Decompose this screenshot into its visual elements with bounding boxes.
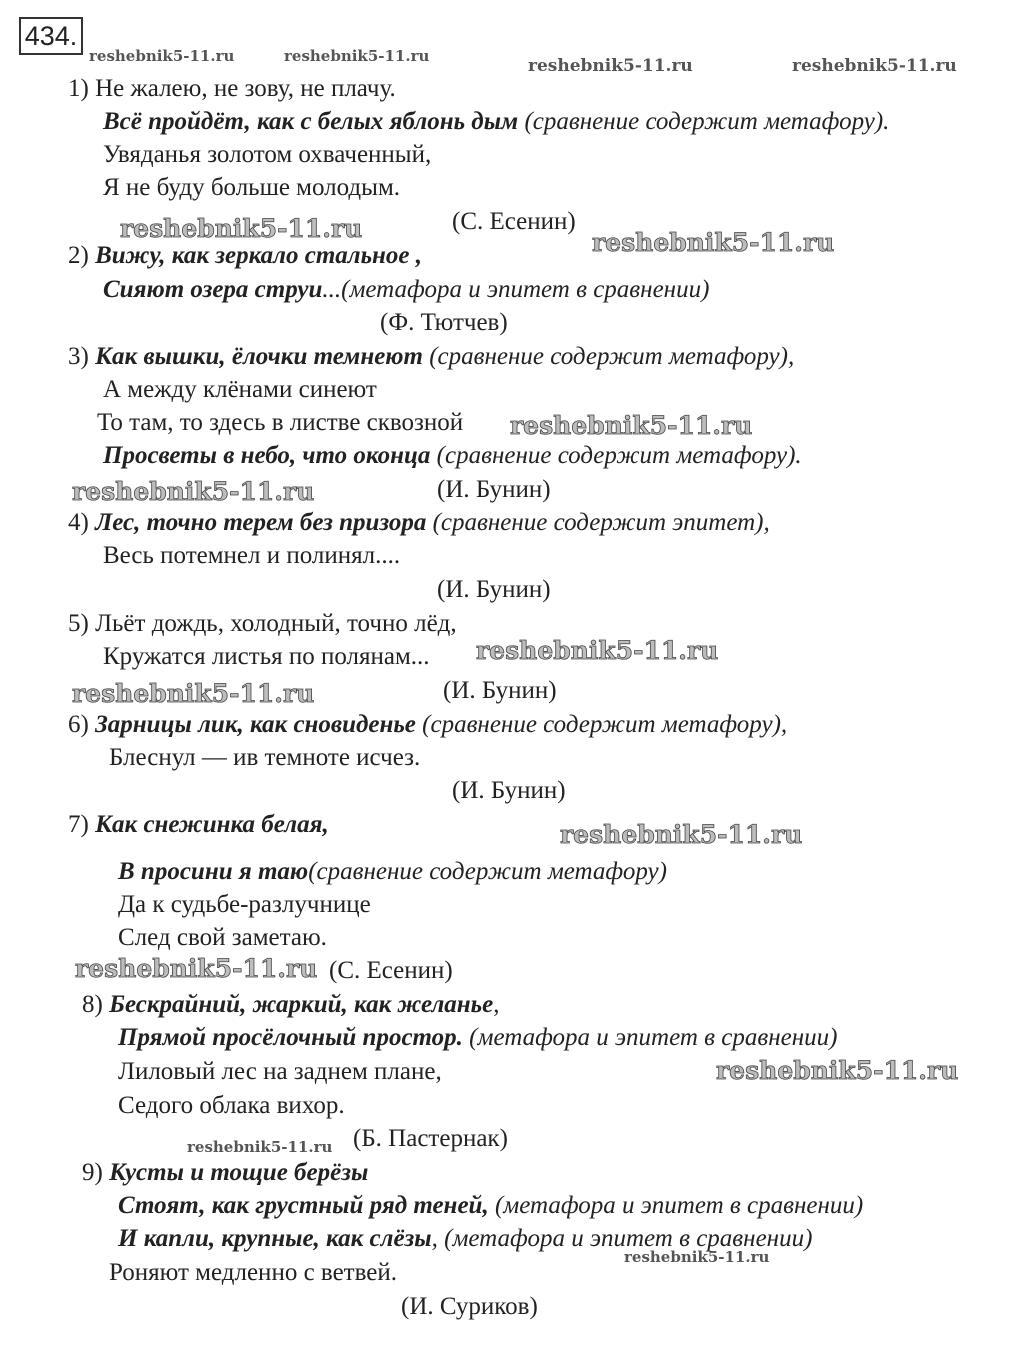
verse-line: Не жалею, не зову, не плачу. (95, 75, 396, 102)
metaphor-text: Зарницы лик, как сновиденье (95, 711, 416, 738)
poem-5-line-2: Кружатся листья по полянам... (103, 643, 430, 670)
poem-3-line-1 (68, 342, 794, 372)
annotation: (сравнение содержит эпитет), (426, 509, 770, 536)
poem-3-line-2: А между клёнами синеют (103, 376, 377, 403)
watermark: reshebnik5-11.ru (72, 477, 315, 506)
watermark: reshebnik5-11.ru (187, 1138, 333, 1156)
watermark: reshebnik5-11.ru (510, 411, 753, 440)
watermark: reshebnik5-11.ru (792, 56, 957, 76)
metaphor-text: В просини я таю (118, 858, 309, 885)
metaphor-text: Кусты и тощие берёзы (109, 1159, 369, 1186)
poem-number: 2) (68, 242, 89, 269)
exercise-number: 434. (19, 17, 83, 55)
poem-2-line-1 (68, 241, 422, 271)
metaphor-text: Лес, точно терем без призора (95, 509, 427, 536)
watermark: reshebnik5-11.ru (120, 214, 363, 243)
annotation: (сравнение содержит метафору). (430, 442, 802, 469)
metaphor-text: Прямой просёлочный простор. (118, 1024, 463, 1051)
watermark: reshebnik5-11.ru (624, 1248, 770, 1266)
poem-3-author: (И. Бунин) (437, 476, 551, 503)
poem-8-author: (Б. Пастернак) (353, 1125, 508, 1152)
poem-4-line-1 (68, 508, 770, 538)
annotation: (метафора и эпитет в сравнении) (462, 1024, 838, 1051)
poem-number: 3) (68, 343, 89, 370)
watermark: reshebnik5-11.ru (528, 56, 693, 76)
poem-4-author: (И. Бунин) (437, 576, 551, 603)
metaphor-text: Всё пройдёт, как с белых яблонь дым (103, 108, 519, 135)
annotation: (сравнение содержит метафору). (518, 108, 890, 135)
annotation: (сравнение содержит метафору), (422, 343, 795, 370)
poem-7-line-2 (118, 857, 667, 887)
poem-7-author: (С. Есенин) (329, 957, 453, 984)
verse-line: Льёт дождь, холодный, точно лёд, (95, 610, 457, 637)
poem-3-line-3: То там, то здесь в листве сквозной (97, 409, 464, 436)
watermark: reshebnik5-11.ru (592, 228, 835, 257)
metaphor-text: Просветы в небо, что оконца (103, 442, 431, 469)
watermark: reshebnik5-11.ru (284, 47, 430, 65)
metaphor-text: Бескрайний, жаркий, как желанье (109, 991, 494, 1018)
poem-2-line-2 (103, 275, 709, 305)
poem-6-author: (И. Бунин) (452, 777, 566, 804)
poem-9-line-4: Роняют медленно с ветвей. (109, 1259, 397, 1286)
watermark: reshebnik5-11.ru (476, 636, 719, 665)
poem-8-line-4: Седого облака вихор. (118, 1092, 345, 1119)
annotation: (сравнение содержит метафору), (415, 711, 788, 738)
poem-8-line-1 (82, 990, 499, 1020)
poem-3-line-4 (103, 441, 802, 471)
poem-number: 1) (68, 75, 89, 102)
poem-number: 4) (68, 509, 89, 536)
poem-number: 8) (82, 991, 103, 1018)
watermark: reshebnik5-11.ru (89, 47, 235, 65)
poem-5-author: (И. Бунин) (443, 677, 557, 704)
poem-number: 7) (68, 811, 89, 838)
watermark: reshebnik5-11.ru (72, 679, 315, 708)
poem-4-line-2: Весь потемнел и полинял.... (103, 542, 401, 569)
poem-9-line-1 (82, 1158, 368, 1188)
metaphor-text: И капли, крупные, как слёзы (118, 1225, 432, 1252)
poem-7-line-1 (68, 810, 329, 840)
annotation: (сравнение содержит метафору) (308, 858, 667, 885)
poem-number: 6) (68, 711, 89, 738)
metaphor-text: Как вышки, ёлочки темнеют (95, 343, 423, 370)
poem-5-line-1 (68, 609, 457, 639)
poem-6-line-2: Блеснул — ив темноте исчез. (109, 744, 421, 771)
poem-9-line-3 (118, 1224, 812, 1254)
poem-7-line-4: След свой заметаю. (118, 924, 327, 951)
metaphor-text: Вижу, как зеркало стальное , (95, 242, 423, 269)
poem-number: 9) (82, 1159, 103, 1186)
metaphor-text: Как снежинка белая, (95, 811, 329, 838)
watermark: reshebnik5-11.ru (560, 820, 803, 849)
poem-2-author: (Ф. Тютчев) (380, 309, 508, 336)
poem-1-line-4: Я не буду больше молодым. (103, 174, 401, 201)
watermark: reshebnik5-11.ru (75, 954, 318, 983)
annotation: (метафора и эпитет в сравнении) (488, 1192, 864, 1219)
annotation: ...(метафора и эпитет в сравнении) (322, 276, 710, 303)
poem-number: 5) (68, 610, 89, 637)
watermark: reshebnik5-11.ru (716, 1056, 959, 1085)
poem-1-line-1 (68, 74, 396, 104)
poem-7-line-3: Да к судьбе-разлучнице (118, 891, 371, 918)
poem-9-line-2 (118, 1191, 863, 1221)
poem-1-line-2 (103, 107, 889, 137)
poem-8-line-2 (118, 1023, 837, 1053)
poem-6-line-1 (68, 710, 787, 740)
metaphor-text: Стоят, как грустный ряд теней, (118, 1192, 489, 1219)
poem-1-author: (С. Есенин) (452, 208, 576, 235)
poem-8-line-3: Лиловый лес на заднем плане, (118, 1058, 442, 1085)
metaphor-text: Сияют озера струи (103, 276, 323, 303)
punctuation: , (493, 991, 500, 1018)
poem-9-author: (И. Суриков) (401, 1293, 538, 1320)
annotation: , (метафора и эпитет в сравнении) (431, 1225, 813, 1252)
poem-1-line-3: Увяданья золотом охваченный, (103, 141, 432, 168)
